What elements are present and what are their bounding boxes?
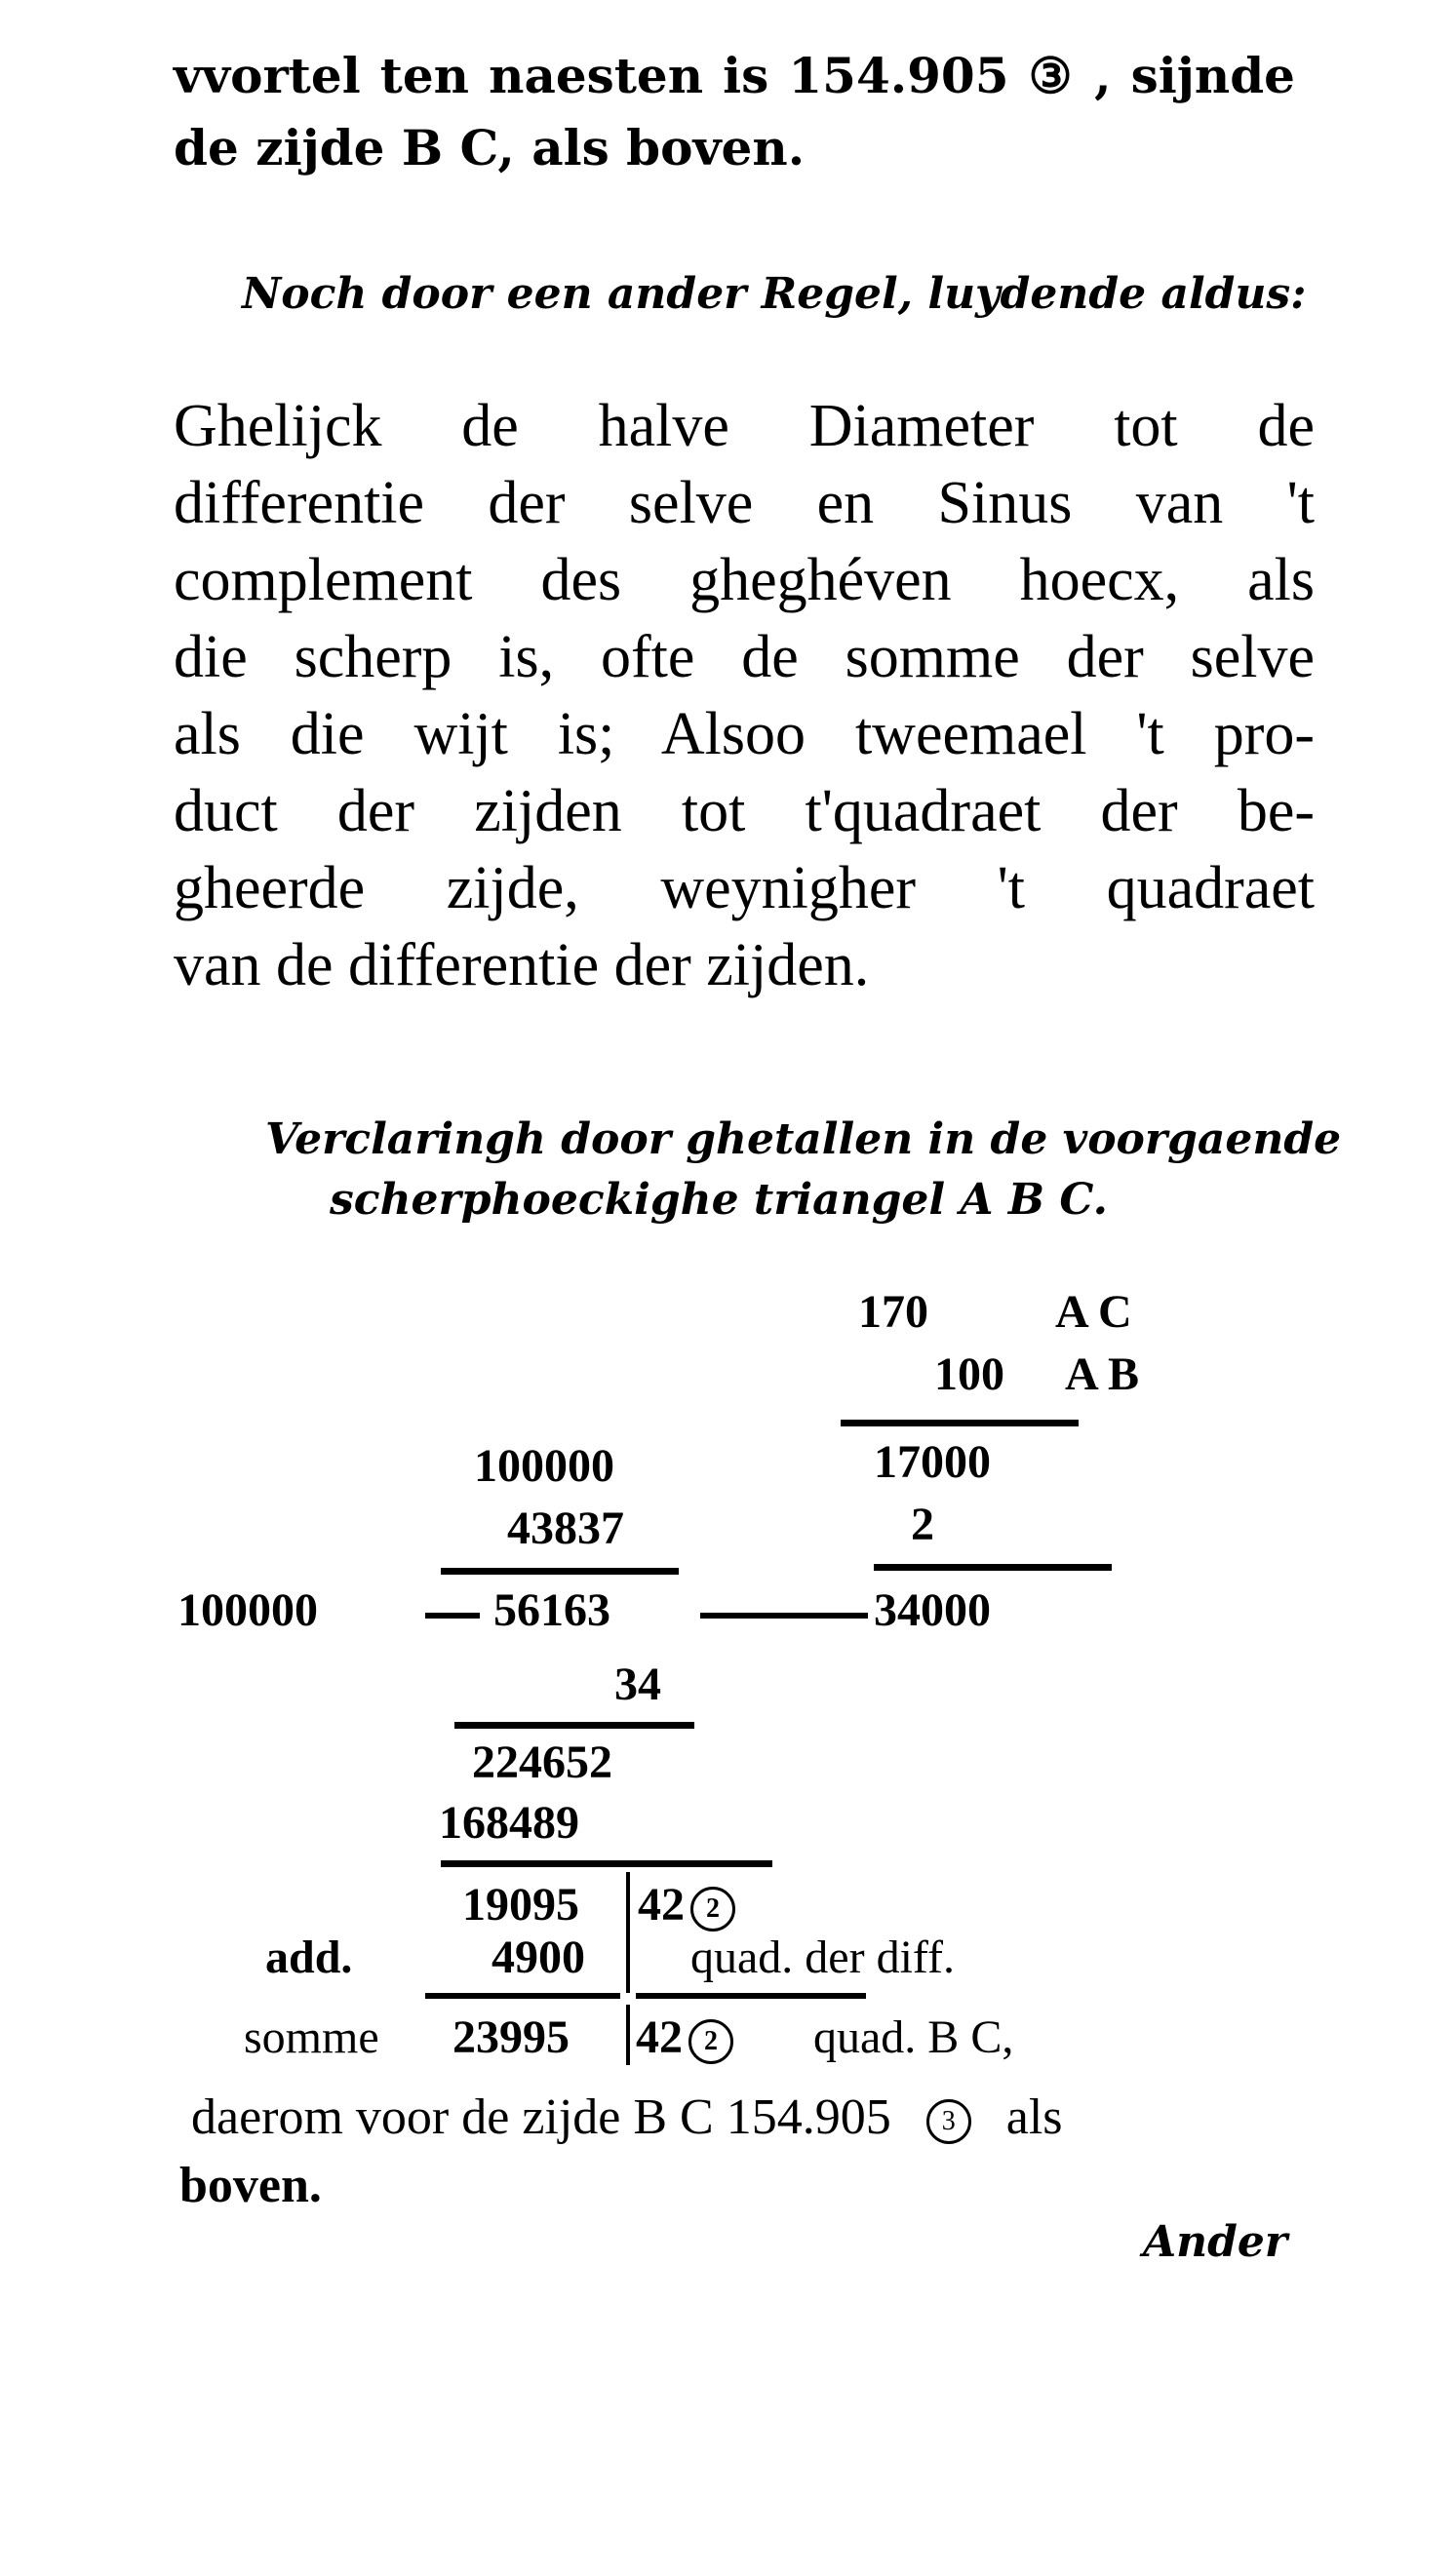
- rule-two: [874, 1564, 1112, 1571]
- explanation-heading-line-1: Verclaringh door ghetallen in de voorgaende: [265, 1114, 1342, 1164]
- rule-multiplier: [454, 1722, 694, 1729]
- ac-value: 170: [858, 1286, 928, 1338]
- top-line-2: de zijde B C, als boven.: [174, 119, 806, 176]
- radius-left: 100000: [177, 1584, 318, 1636]
- conclusion-line-1: [191, 2088, 1063, 2146]
- paragraph-line-1: Ghelijck de halve Diameter tot de: [174, 393, 1315, 459]
- sum-frac-value: 42: [636, 2011, 683, 2063]
- add-note: quad. der diff.: [690, 1932, 956, 1983]
- paragraph-line-6: duct der zijden tot t'quadraet der be-: [174, 778, 1315, 844]
- result-frac: [638, 1878, 735, 1932]
- rule-add-left: [425, 1993, 620, 1999]
- ab-value: 100: [934, 1348, 1004, 1400]
- rule-sinus: [441, 1568, 679, 1575]
- result-int: 19095: [462, 1879, 579, 1931]
- rule-paragraph: [174, 388, 1315, 1004]
- result-frac-value: 42: [638, 1879, 685, 1931]
- result-divider: [626, 1872, 630, 1993]
- rule-add-right: [636, 1993, 866, 1999]
- conclusion-mark: 3: [926, 2099, 971, 2144]
- paragraph-line-4: die scherp is, ofte de somme der selve: [174, 624, 1315, 690]
- sum-frac: [636, 2010, 733, 2064]
- partial-2: 168489: [439, 1797, 579, 1849]
- ab-label: A B: [1065, 1348, 1140, 1400]
- add-value: 4900: [492, 1932, 585, 1983]
- conclusion-line-2: boven.: [179, 2158, 322, 2213]
- section-heading: Noch door een ander Regel, luydende aldus:: [242, 269, 1307, 319]
- paragraph-line-7: gheerde zijde, weynigher 't quadraet: [174, 855, 1315, 921]
- radius-top: 100000: [474, 1440, 614, 1492]
- explanation-heading-line-2: scherphoeckighe triangel A B C.: [330, 1175, 1108, 1225]
- paragraph-line-5: als die wijt is; Alsoo tweemael 't pro-: [174, 701, 1315, 767]
- dash-left: [425, 1613, 480, 1619]
- sum-divider: [626, 2005, 630, 2065]
- ac-label: A C: [1055, 1286, 1132, 1338]
- paragraph-line-3: complement des gheghéven hoecx, als: [174, 547, 1315, 613]
- multiplier-value: 34: [614, 1659, 661, 1710]
- paragraph-line-8: van de differentie der zijden.: [174, 932, 870, 998]
- conclusion-end: als: [1005, 2089, 1063, 2145]
- dash-right: [700, 1613, 868, 1619]
- sinus-value: 43837: [507, 1503, 624, 1554]
- top-line-1: vvortel ten naesten is 154.905 ③ , sijnde: [174, 47, 1295, 104]
- rule-ab: [841, 1420, 1079, 1426]
- product-value: 17000: [874, 1436, 991, 1488]
- rule-partials: [441, 1860, 772, 1867]
- sum-label: somme: [244, 2011, 379, 2063]
- sum-int: 23995: [452, 2011, 570, 2063]
- conclusion-text: daerom voor de zijde B C 154.905: [191, 2089, 891, 2145]
- partial-1: 224652: [472, 1737, 612, 1788]
- sum-mark: 2: [688, 2019, 733, 2064]
- sum-note: quad. B C,: [813, 2011, 1014, 2063]
- double-product-value: 34000: [874, 1584, 991, 1636]
- two-value: 2: [911, 1499, 934, 1550]
- paragraph-line-2: differentie der selve en Sinus van 't: [174, 470, 1315, 536]
- add-label: add.: [265, 1932, 353, 1983]
- difference-value: 56163: [493, 1584, 610, 1636]
- catchword: Ander: [1143, 2217, 1288, 2267]
- result-mark: 2: [690, 1887, 735, 1932]
